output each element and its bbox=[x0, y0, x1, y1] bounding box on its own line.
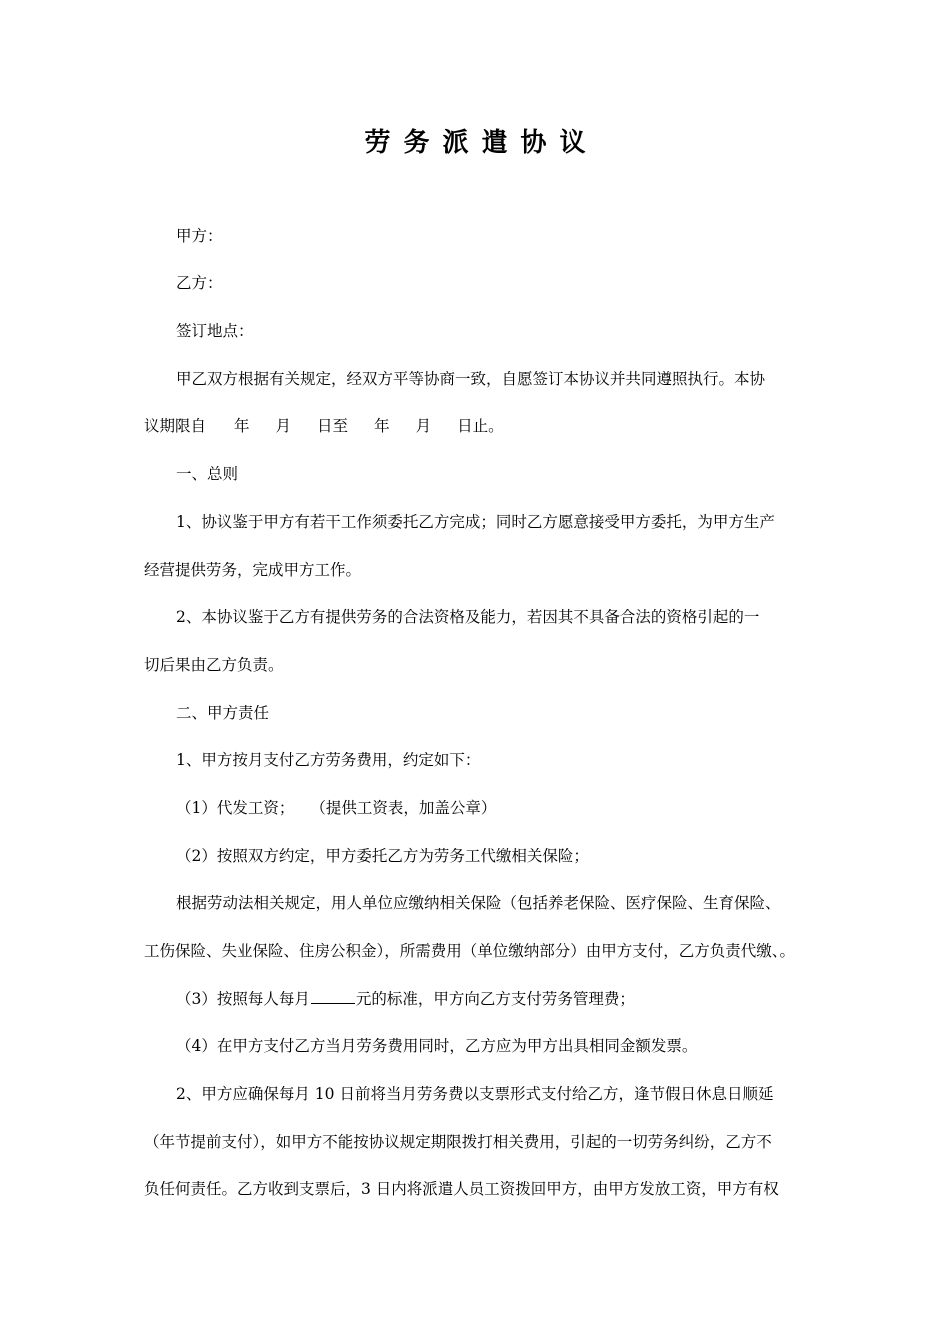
section-2-item-2-line-2: （年节提前支付），如甲方不能按协议规定期限拨打相关费用，引起的一切劳务纠纷，乙方不 bbox=[144, 1133, 772, 1151]
sub-3-text-b: 元的标准，甲方向乙方支付劳务管理费； bbox=[355, 990, 635, 1008]
section-1-item-2-line-1: 2、本协议鉴于乙方有提供劳务的合法资格及能力，若因其不具备合法的资格引起的一 bbox=[176, 608, 760, 626]
term-end-day: 日止。 bbox=[457, 417, 504, 435]
law-line-2: 工伤保险、失业保险、住房公积金），所需费用（单位缴纳部分）由甲方支付，乙方负责代缴、。 bbox=[144, 942, 796, 960]
section-2-item-2-line-3: 负任何责任。乙方收到支票后，3 日内将派遣人员工资拨回甲方，由甲方发放工资，甲方有权 bbox=[144, 1180, 779, 1198]
intro-line-1: 甲乙双方根据有关规定，经双方平等协商一致，自愿签订本协议并共同遵照执行。本协 bbox=[176, 370, 766, 388]
party-a-label: 甲方： bbox=[176, 227, 223, 245]
term-end-year: 年 bbox=[374, 417, 390, 435]
sub-3-text-a: （3）按照每人每月 bbox=[176, 990, 310, 1008]
term-start-year: 年 bbox=[234, 417, 250, 435]
term-start-month: 月 bbox=[275, 417, 292, 435]
section-1-item-1-line-1: 1、协议鉴于甲方有若干工作须委托乙方完成；同时乙方愿意接受甲方委托，为甲方生产 bbox=[176, 513, 775, 531]
section-2-sub-2: （2）按照双方约定，甲方委托乙方为劳务工代缴相关保险； bbox=[176, 847, 589, 865]
document-title: 劳务派遣协议 bbox=[364, 128, 599, 158]
sub-1-note: （提供工资表，加盖公章） bbox=[310, 799, 497, 817]
law-line-1: 根据劳动法相关规定，用人单位应缴纳相关保险（包括养老保险、医疗保险、生育保险、 bbox=[176, 894, 781, 912]
term-end-month: 月 bbox=[415, 417, 432, 435]
section-2-item-2-line-1: 2、甲方应确保每月 10 日前将当月劳务费以支票形式支付给乙方，逢节假日休息日顺延 bbox=[176, 1085, 774, 1103]
section-1-item-2-line-2: 切后果由乙方负责。 bbox=[144, 656, 284, 674]
section-1-item-1-line-2: 经营提供劳务，完成甲方工作。 bbox=[144, 561, 362, 579]
section-2-sub-4: （4）在甲方支付乙方当月劳务费用同时，乙方应为甲方出具相同金额发票。 bbox=[176, 1037, 698, 1055]
sub-1-text: （1）代发工资； bbox=[176, 799, 295, 817]
section-1-heading: 一、总则 bbox=[176, 465, 239, 483]
intro-line-2 bbox=[144, 416, 504, 436]
term-start-day-to: 日至 bbox=[317, 417, 349, 435]
party-b-label: 乙方： bbox=[176, 274, 223, 292]
section-2-sub-3 bbox=[176, 989, 635, 1009]
section-2-heading: 二、甲方责任 bbox=[176, 704, 270, 722]
fee-blank-field[interactable] bbox=[311, 989, 355, 1004]
signing-place-label: 签订地点： bbox=[176, 322, 254, 340]
section-2-item-1: 1、甲方按月支付乙方劳务费用，约定如下： bbox=[176, 751, 481, 769]
term-from-label: 议期限自 bbox=[144, 417, 207, 435]
section-2-sub-1 bbox=[176, 798, 496, 818]
